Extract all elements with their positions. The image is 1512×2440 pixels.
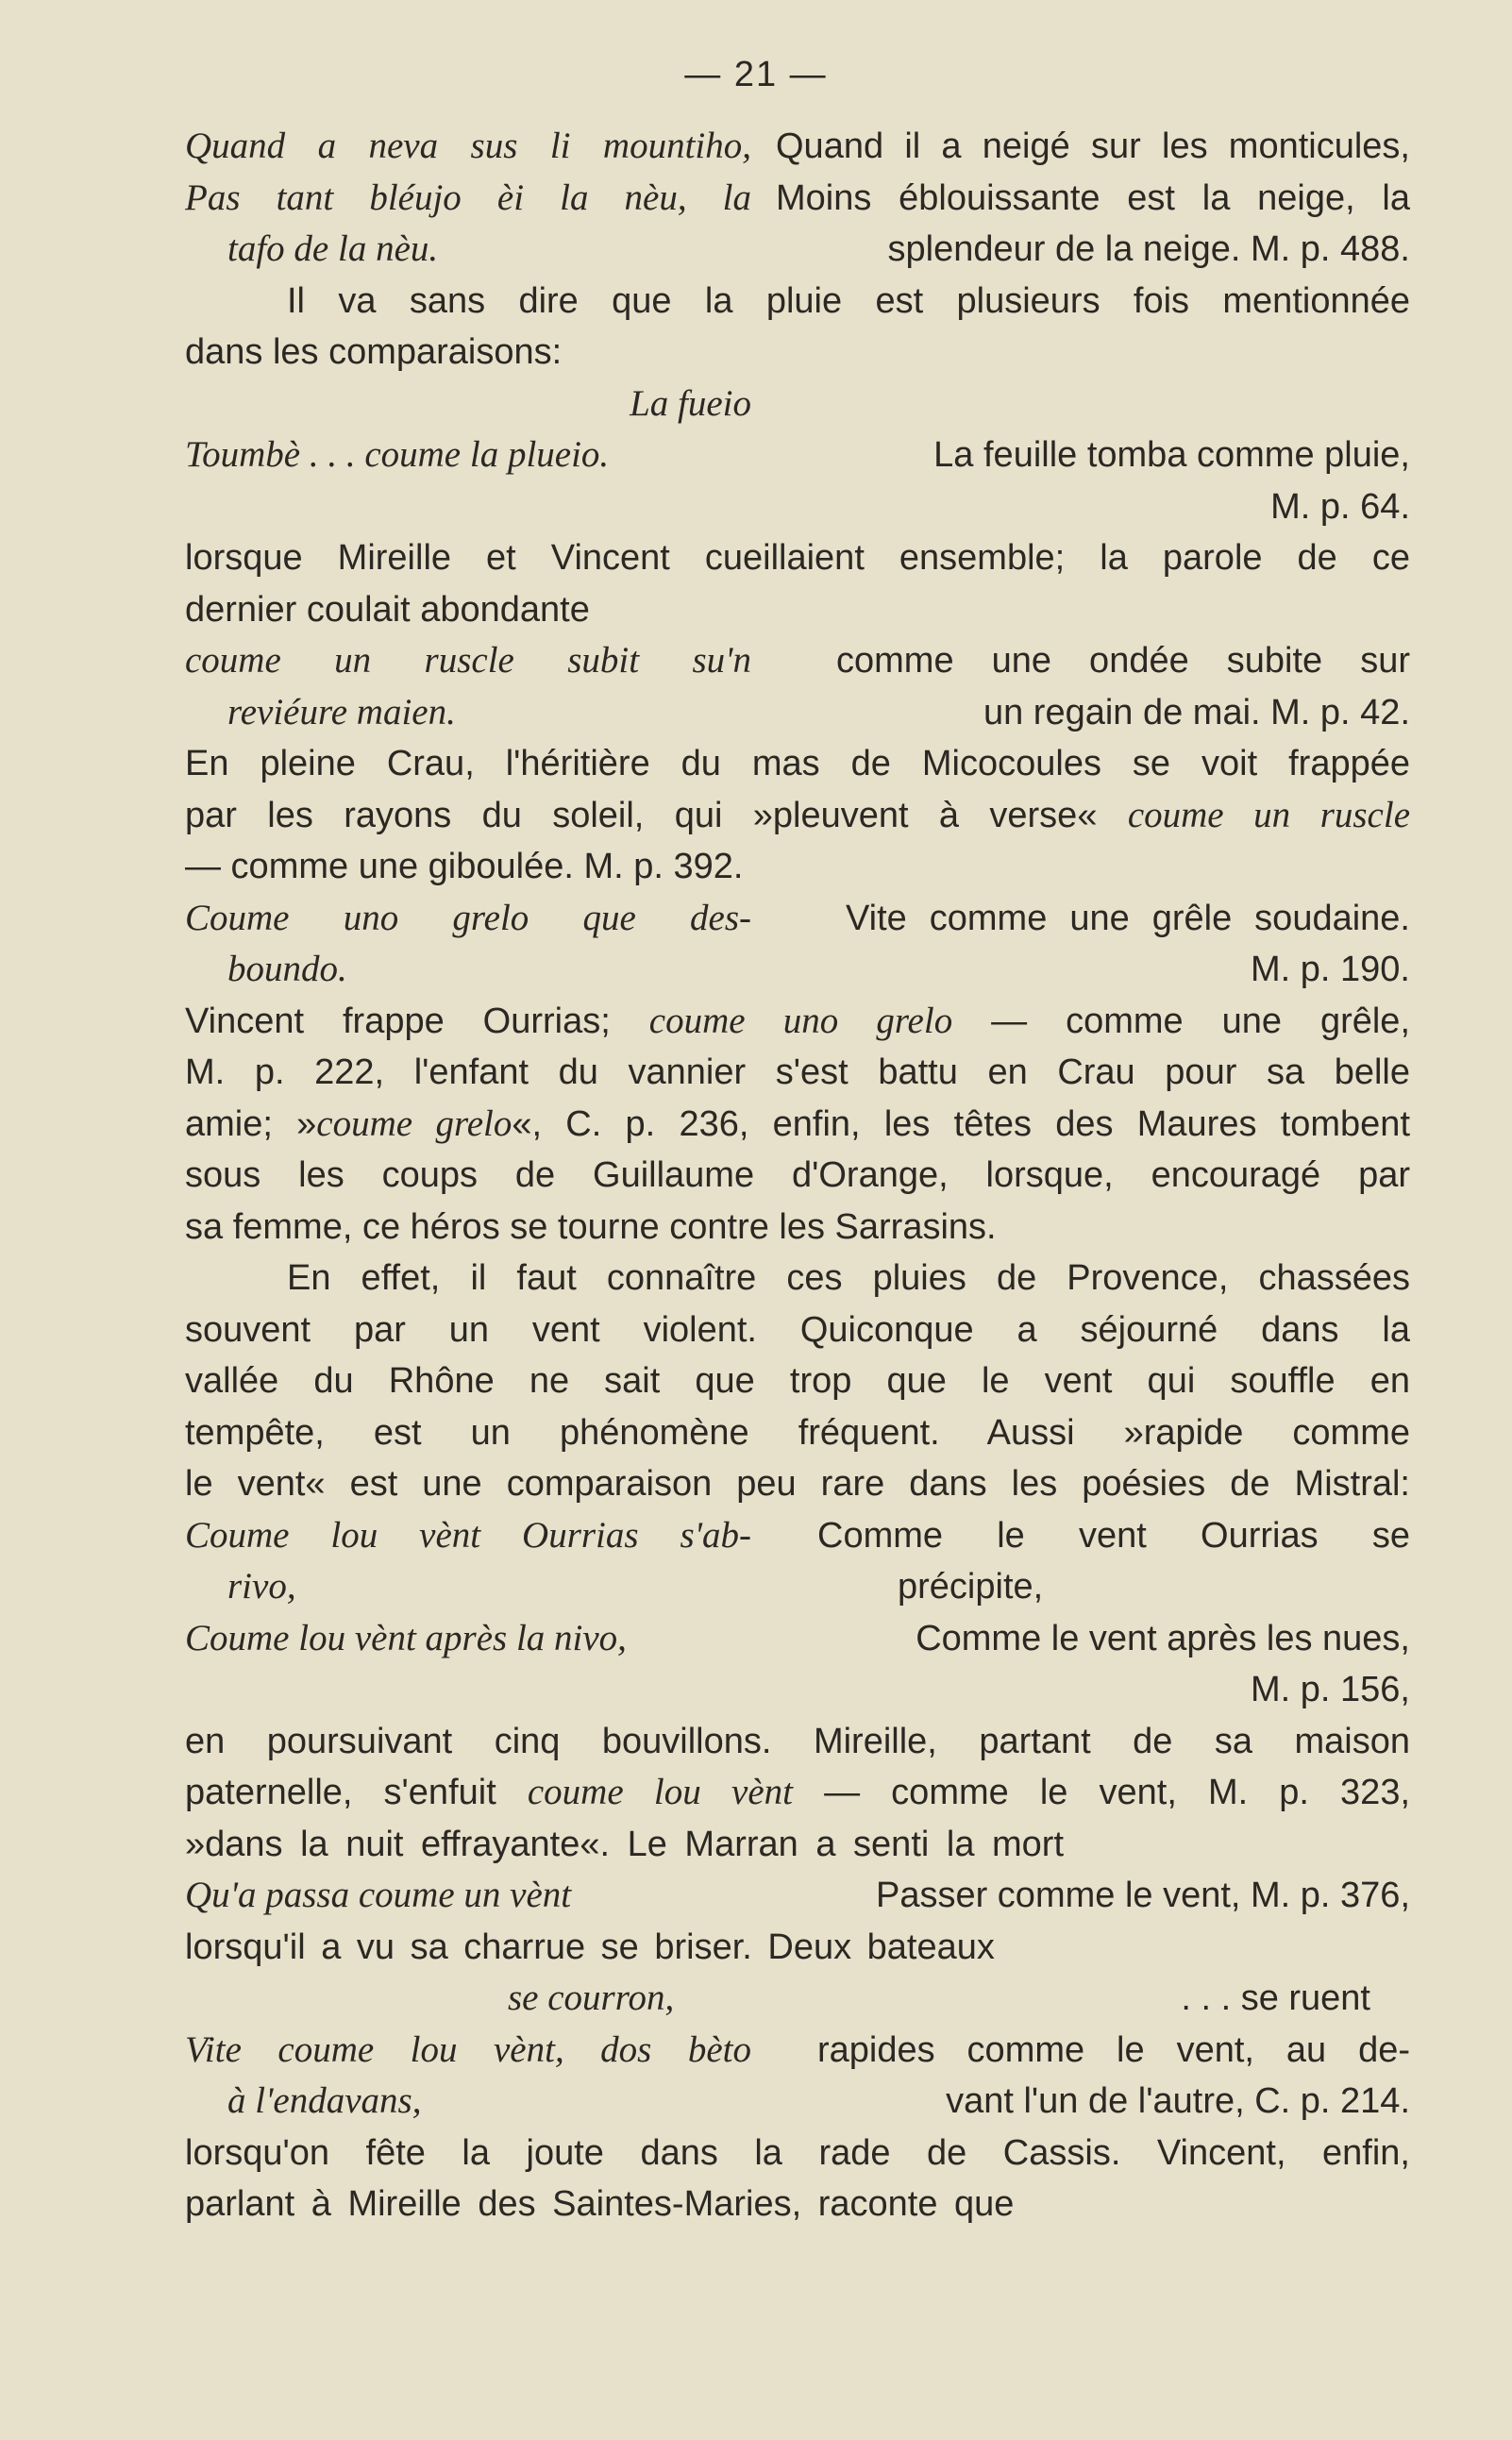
verse-row	[185, 2025, 1410, 2077]
prose-line: M. p. 222, l'enfant du vannier s'est battu en Crau pour sa belle	[185, 1052, 1410, 1092]
verse-row	[185, 893, 1410, 945]
provencal-quote: coume lou vènt	[527, 1772, 793, 1812]
french-translation: Quand il a neigé sur les monticules,	[776, 126, 1410, 166]
prose-line: vallée du Rhône ne sait que trop que le vent qui souffle en	[185, 1361, 1410, 1401]
provencal-verse: coume un ruscle subit su'n	[185, 640, 751, 681]
verse-row	[185, 1561, 1410, 1613]
verse-row	[185, 224, 1410, 276]
verse-row	[185, 1510, 1410, 1562]
french-translation: La feuille tomba comme pluie,	[933, 435, 1410, 475]
provencal-verse: boundo.	[227, 949, 347, 989]
provencal-verse: Coume lou vènt Ourrias s'ab-	[185, 1514, 751, 1556]
prose-line: lorsqu'on fête la joute dans la rade de Cassis. Vincent, enfin,	[185, 2132, 1410, 2173]
prose-line: Vincent frappe Ourrias; coume uno grelo — comme une grêle,	[185, 1000, 1410, 1041]
page-body	[185, 121, 1410, 2230]
prose-line: paternelle, s'enfuit coume lou vènt — comme le vent, M. p. 323,	[185, 1772, 1410, 1812]
french-translation: comme une ondée subite sur	[836, 641, 1410, 681]
prose-line: lorsqu'il a vu sa charrue se briser. Deux bateaux	[185, 1927, 995, 1967]
page-number: — 21 —	[684, 55, 828, 94]
french-translation: Moins éblouissante est la neige, la	[776, 177, 1410, 218]
prose-line: dernier coulait abondante	[185, 589, 590, 630]
prose-line: en poursuivant cinq bouvillons. Mireille, partant de sa maison	[185, 1721, 1410, 1761]
verse-row	[185, 635, 1410, 687]
french-translation: M. p. 64.	[1270, 486, 1410, 527]
prose-line: tempête, est un phénomène fréquent. Aussi »rapide comme	[185, 1412, 1410, 1453]
provencal-verse: Vite coume lou vènt, dos bèto	[185, 2028, 751, 2070]
prose-line: — comme une giboulée. M. p. 392.	[185, 847, 744, 886]
french-translation: précipite,	[898, 1567, 1044, 1607]
verse-row	[185, 1664, 1410, 1716]
prose-line: souvent par un vent violent. Quiconque a séjourné dans la	[185, 1309, 1410, 1350]
provencal-verse: Coume uno grelo que des-	[185, 897, 751, 938]
french-translation: rapides comme le vent, au de-	[817, 2029, 1410, 2070]
prose-line: par les rayons du soleil, qui »pleuvent à verse« coume un ruscle	[185, 794, 1410, 835]
verse-row	[185, 121, 1410, 173]
prose-line: sous les coups de Guillaume d'Orange, lorsque, encouragé par	[185, 1155, 1410, 1195]
provencal-verse: se courron,	[508, 1977, 675, 2018]
french-translation: splendeur de la neige. M. p. 488.	[887, 229, 1410, 269]
prose-line: Il va sans dire que la pluie est plusieurs fois mentionnée	[287, 280, 1410, 321]
verse-row	[185, 687, 1410, 739]
prose-line: amie; »coume grelo«, C. p. 236, enfin, les têtes des Maures tombent	[185, 1102, 1410, 1144]
prose-line: En effet, il faut connaître ces pluies de Provence, chassées	[287, 1258, 1410, 1298]
french-translation: vant l'un de l'autre, C. p. 214.	[946, 2081, 1410, 2121]
provencal-verse: Toumbè . . . coume la plueio.	[185, 434, 610, 475]
french-translation: Comme le vent Ourrias se	[817, 1515, 1410, 1556]
french-translation: M. p. 190.	[1251, 950, 1410, 989]
provencal-verse: reviéure maien.	[227, 691, 456, 732]
prose-line: parlant à Mireille des Saintes-Maries, raconte que	[185, 2184, 1015, 2224]
verse-row	[185, 1613, 1410, 1665]
provencal-verse: La fueio	[630, 382, 751, 424]
provencal-quote: coume grelo	[316, 1102, 512, 1144]
french-translation: un regain de mai. M. p. 42.	[983, 692, 1410, 732]
provencal-quote: coume un ruscle	[1127, 794, 1410, 835]
prose-line: sa femme, ce héros se tourne contre les Sarrasins.	[185, 1206, 997, 1247]
verse-row	[185, 2076, 1410, 2128]
provencal-verse: Pas tant bléujo èi la nèu, la	[185, 177, 751, 218]
prose-line: lorsque Mireille et Vincent cueillaient ensemble; la parole de ce	[185, 538, 1410, 578]
french-translation: Passer comme le vent, M. p. 376,	[875, 1876, 1410, 1915]
provencal-verse: rivo,	[227, 1566, 296, 1607]
verse-row	[185, 944, 1410, 996]
french-translation: M. p. 156,	[1251, 1670, 1410, 1709]
verse-row	[185, 481, 1410, 533]
provencal-verse: Coume lou vènt après la nivo,	[185, 1617, 627, 1658]
provencal-verse: à l'endavans,	[227, 2080, 422, 2121]
provencal-verse: Qu'a passa coume un vènt	[185, 1875, 572, 1915]
provencal-verse: tafo de la nèu.	[227, 228, 439, 269]
verse-row	[185, 429, 1410, 481]
verse-row	[185, 1973, 1410, 2025]
provencal-quote: coume uno grelo	[648, 1000, 953, 1041]
prose-line: le vent« est une comparaison peu rare dans les poésies de Mistral:	[185, 1464, 1410, 1504]
french-translation: Vite comme une grêle soudaine.	[846, 898, 1410, 938]
prose-line: dans les comparaisons:	[185, 332, 563, 372]
verse-row	[185, 1870, 1410, 1922]
verse-row	[185, 173, 1410, 225]
prose-line: En pleine Crau, l'héritière du mas de Micocoules se voit frappée	[185, 744, 1410, 783]
provencal-verse: Quand a neva sus li mountiho,	[185, 126, 751, 166]
prose-line: »dans la nuit effrayante«. Le Marran a senti la mort	[185, 1824, 1065, 1864]
french-translation: Comme le vent après les nues,	[916, 1618, 1410, 1658]
french-translation: . . . se ruent	[1181, 1978, 1370, 2018]
verse-row	[185, 379, 1410, 430]
